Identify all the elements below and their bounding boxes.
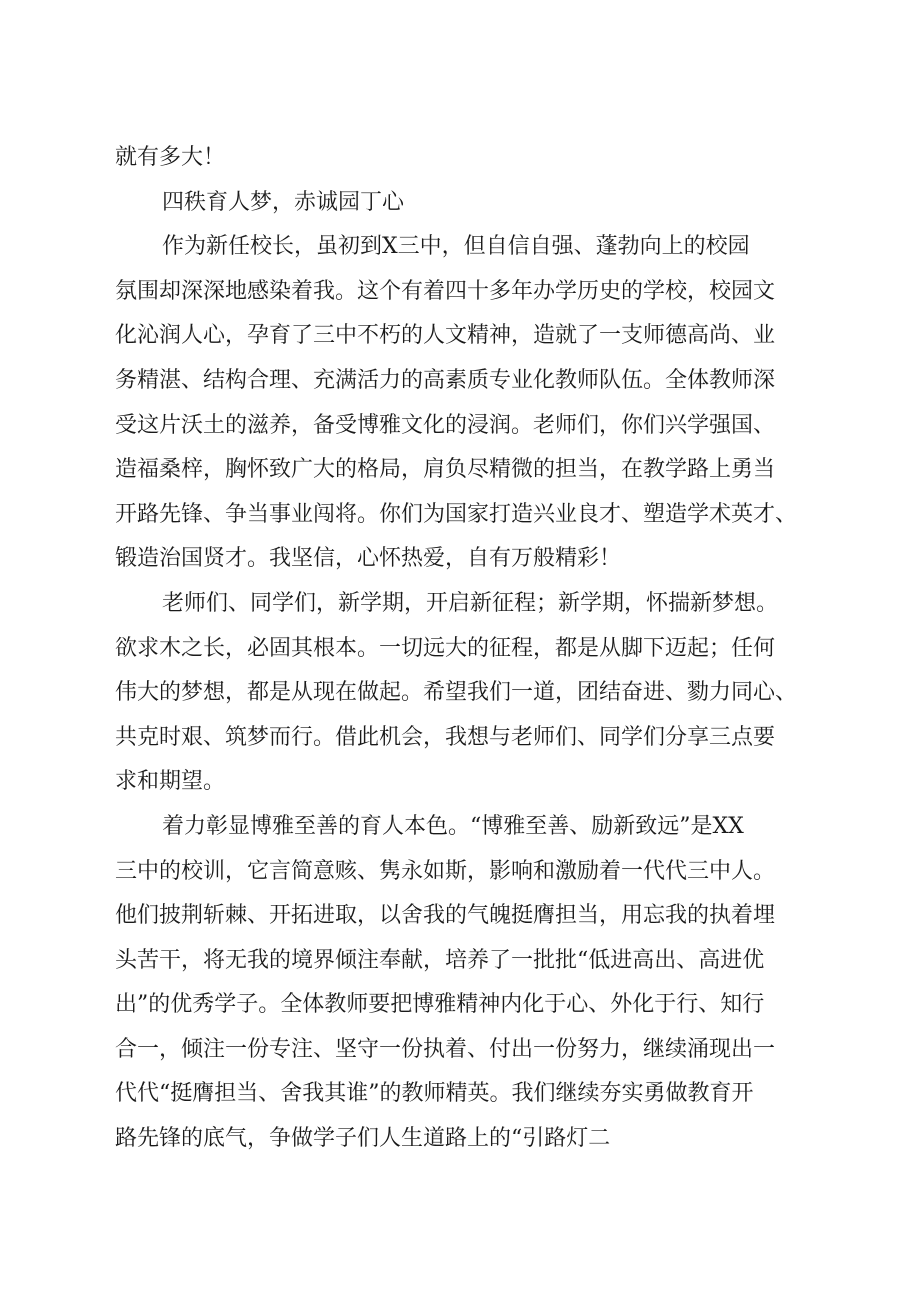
text-line: 受这片沃土的滋养，备受博雅文化的浸润。老师们，你们兴学强国、 [115,412,776,438]
text-line: 三中的校训，它言简意赅、隽永如斯，影响和激励着一代代三中人。 [115,858,776,884]
text-line: 务精湛、结构合理、充满活力的高素质专业化教师队伍。全体教师深 [115,367,776,393]
text-line: 路先锋的底气，争做学子们人生道路上的“引路灯二 [115,1126,611,1152]
text-line: 氛围却深深地感染着我。这个有着四十多年办学历史的学校，校园文 [115,278,776,304]
text-line: 开路先锋、争当事业闯将。你们为国家打造兴业良才、塑造学术英才、 [115,501,798,527]
paragraph-start: 作为新任校长，虽初到X三中，但自信自强、蓬勃向上的校园 [162,234,750,260]
text-line: 他们披荆斩棘、开拓进取，以舍我的气魄挺膺担当，用忘我的执着埋 [115,903,776,929]
text-line: 合一，倾注一份专注、坚守一份执着、付出一份努力，继续涌现出一 [115,1036,776,1062]
text-line: 造福桑梓，胸怀致广大的格局，肩负尽精微的担当，在教学路上勇当 [115,457,776,483]
text-line: 锻造治国贤才。我坚信，心怀热爱，自有万般精彩！ [115,546,622,572]
text-line: 代代“挺膺担当、舍我其谁”的教师精英。我们继续夯实勇做教育开 [115,1081,754,1107]
text-line: 欲求木之长，必固其根本。一切远大的征程，都是从脚下迈起；任何 [115,635,776,661]
text-line: 共克时艰、筑梦而行。借此机会，我想与老师们、同学们分享三点要 [115,724,776,750]
text-line: 就有多大！ [115,145,226,170]
text-line: 化沁润人心，孕育了三中不朽的人文精神，造就了一支师德高尚、业 [115,323,776,349]
text-line: 求和期望。 [115,769,226,795]
paragraph-start: 老师们、同学们，新学期，开启新征程；新学期，怀揣新梦想。 [162,590,779,616]
section-heading: 四秩育人梦，赤诚园丁心 [162,189,405,215]
text-line: 伟大的梦想，都是从现在做起。希望我们一道，团结奋进、勠力同心、 [115,680,798,706]
text-line: 头苦干，将无我的境界倾注奉献，培养了一批批“低进高出、高进优 [115,947,765,973]
text-line: 出”的优秀学子。全体教师要把博雅精神内化于心、外化于行、知行 [115,992,765,1018]
body-text [115,136,815,1162]
paragraph-start: 着力彰显博雅至善的育人本色。“博雅至善、励新致远”是XX [162,813,744,839]
